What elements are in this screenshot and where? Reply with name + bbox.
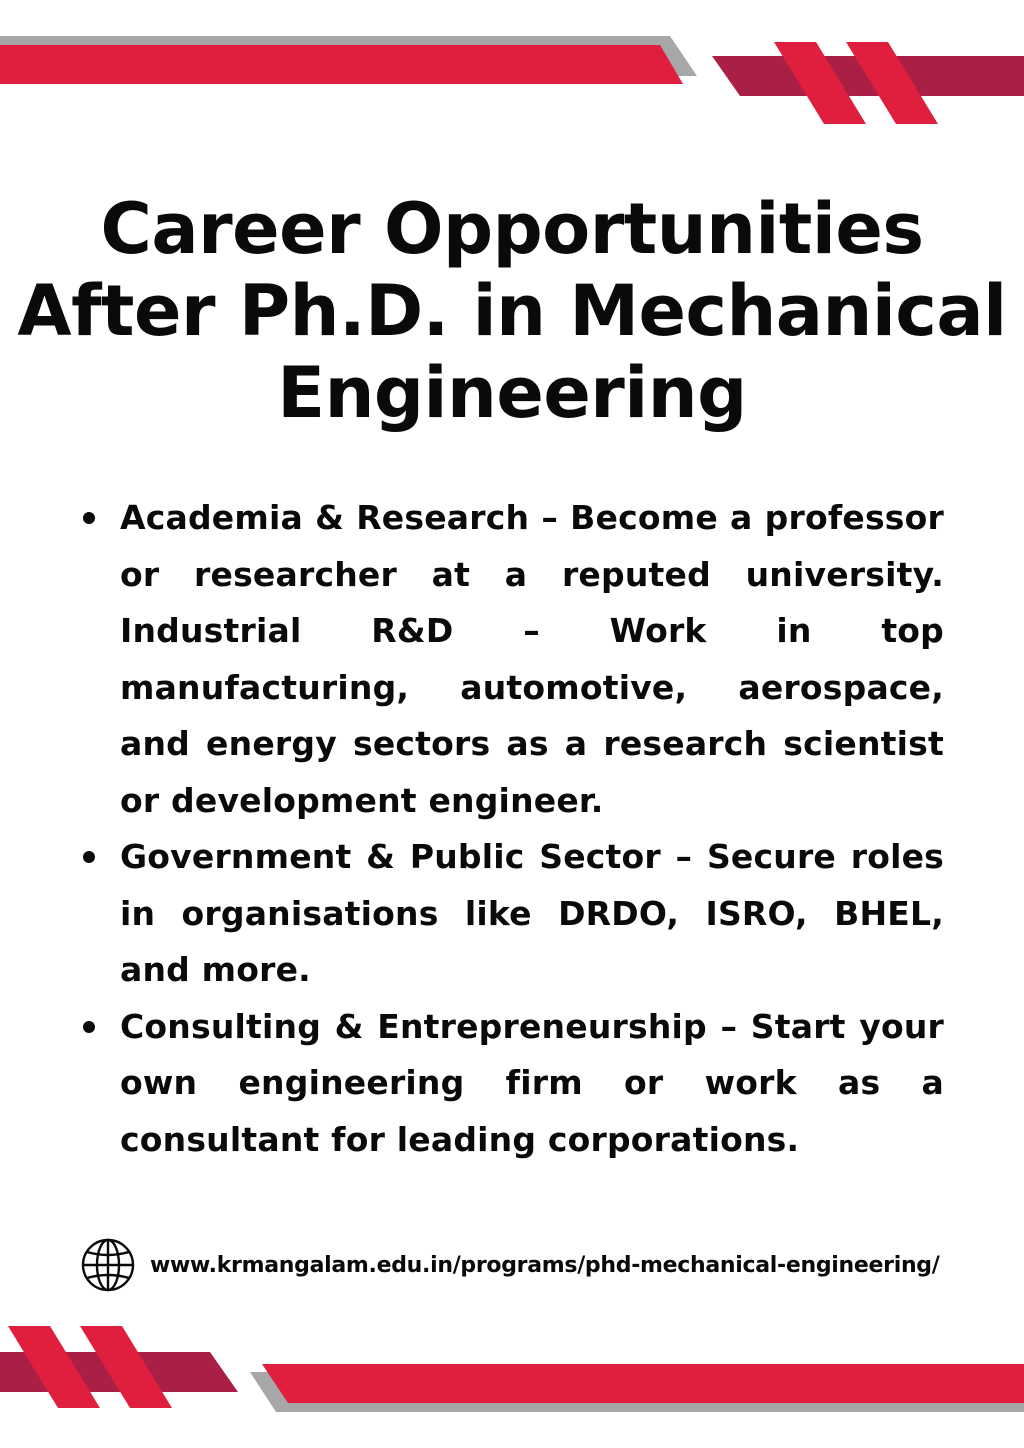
- website-url[interactable]: www.krmangalam.edu.in/programs/phd-mechanical-engineering/: [150, 1252, 940, 1278]
- career-list: [120, 490, 944, 1168]
- list-item: [120, 999, 944, 1169]
- list-item-text: Consulting & Entrepreneurship – Start your own engineering firm or work as a consultant for leading corporations.: [120, 1006, 944, 1159]
- top-stripe-decoration: [0, 0, 1024, 140]
- list-item-text: Government & Public Sector – Secure roles in organisations like DRDO, ISRO, BHEL, and more.: [120, 837, 944, 989]
- list-item: [120, 829, 944, 999]
- page-title: [0, 188, 1024, 434]
- footer-link[interactable]: [80, 1237, 940, 1293]
- list-item-text: Academia & Research – Become a professor or researcher at a reputed university. Industrial R&D – Work in top manufacturing, automotive, aerospace, and energy sectors as a research scientist or development engineer.: [120, 498, 944, 820]
- bullet-dot: [83, 851, 95, 863]
- title-line-2: After Ph.D. in Mechanical: [17, 270, 1007, 352]
- list-item: [120, 490, 944, 829]
- title-line-3: Engineering: [277, 352, 747, 434]
- globe-icon: [80, 1237, 136, 1293]
- bullet-dot: [83, 512, 95, 524]
- bullet-dot: [83, 1021, 95, 1033]
- title-line-1: Career Opportunities: [100, 188, 924, 270]
